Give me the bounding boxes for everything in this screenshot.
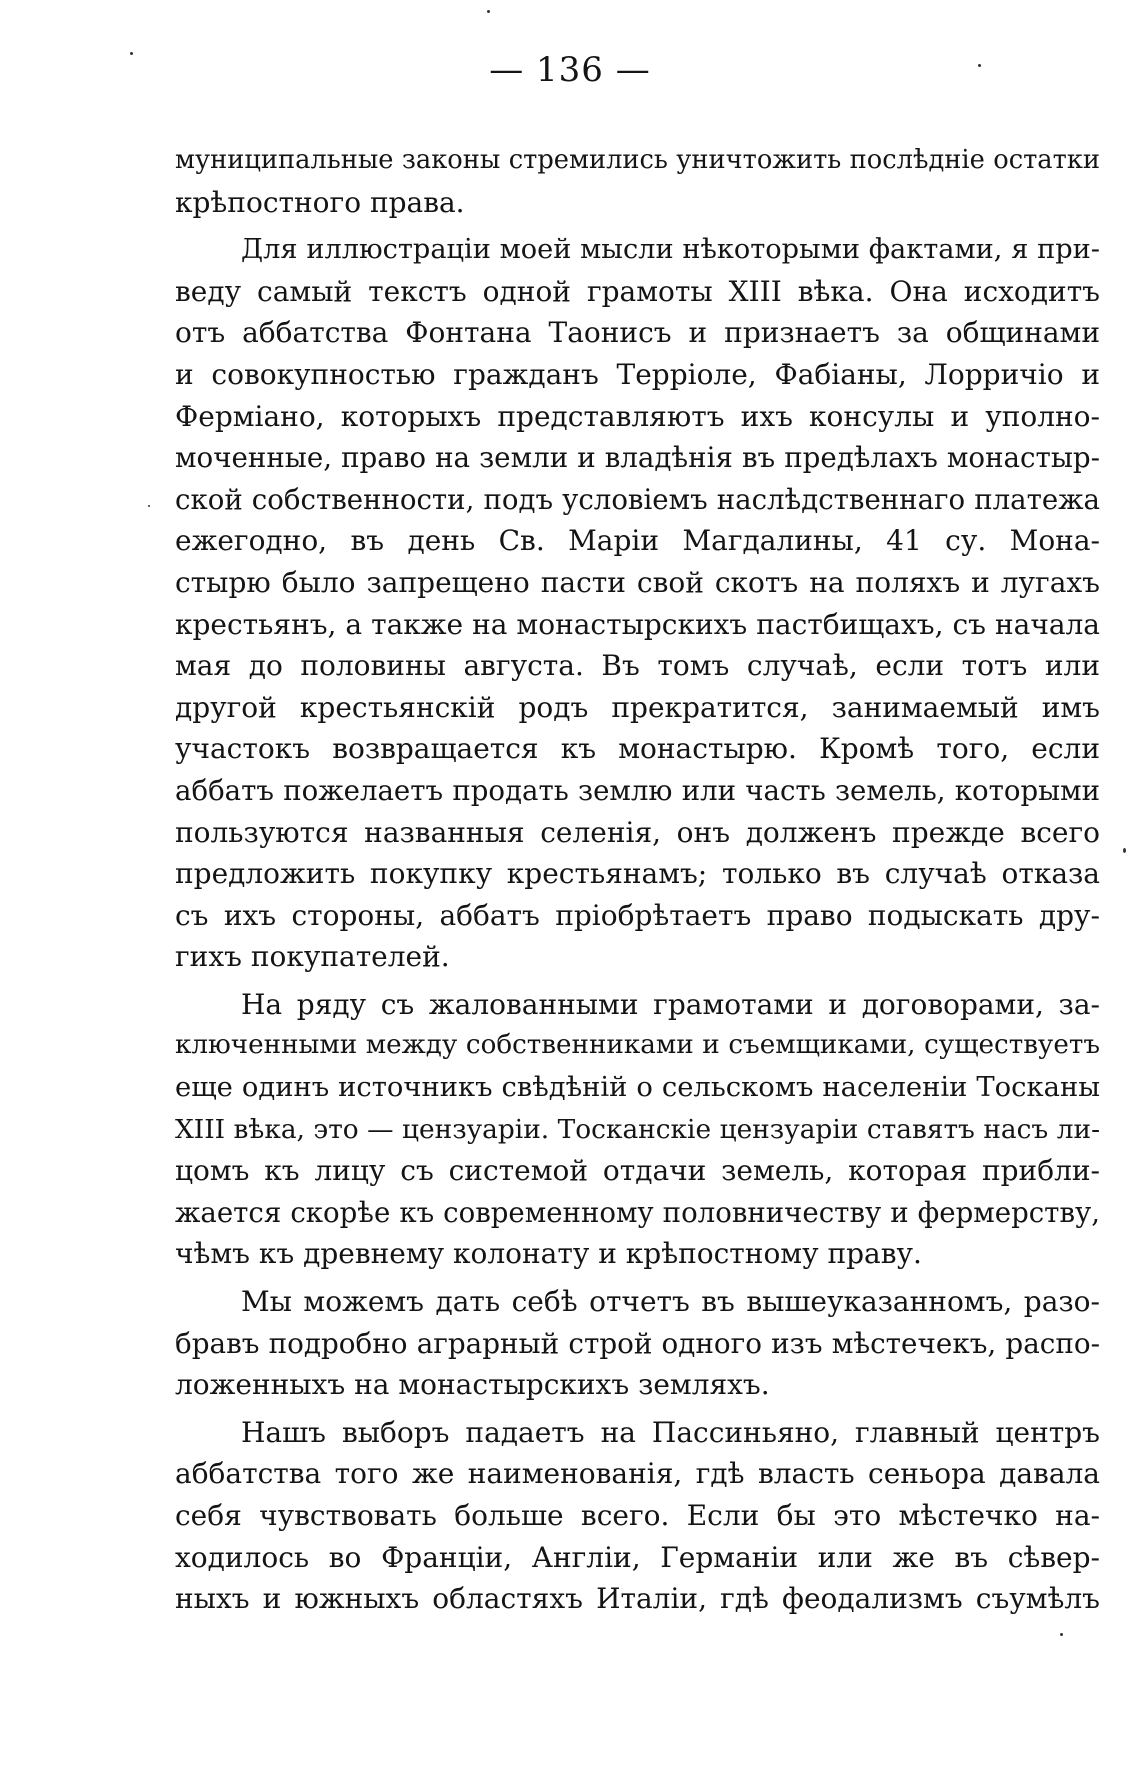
text-line: Мы можемъ дать себѣ отчетъ въ вышеуказанномъ, разо- (241, 1285, 1100, 1319)
text-line: Ферміано, которыхъ представляютъ ихъ консулы и уполно- (175, 399, 1100, 433)
text-line: ныхъ и южныхъ областяхъ Италіи, гдѣ феодализмъ съумѣлъ (175, 1582, 1100, 1616)
page-number: — 136 — (489, 50, 651, 90)
text-line: XIII вѣка, это — цензуаріи. Тосканскіе цензуаріи ставятъ насъ ли- (175, 1113, 1100, 1145)
scan-speck (1060, 1633, 1063, 1636)
text-line: ежегодно, въ день Св. Маріи Магдалины, 41 су. Мона- (175, 524, 1100, 558)
body-text (175, 140, 1100, 1620)
paragraph (175, 984, 1100, 1275)
text-line: ходилось во Франціи, Англіи, Германіи или же въ сѣвер- (175, 1540, 1100, 1574)
text-line: На ряду съ жалованными грамотами и договорами, за- (241, 987, 1100, 1021)
text-line: и совокупностью гражданъ Терріоле, Фабіаны, Лорричіо и (175, 357, 1100, 391)
text-line: Нашъ выборъ падаетъ на Пассиньяно, главный центръ (241, 1415, 1100, 1449)
text-line: моченные, право на земли и владѣнія въ предѣлахъ монастыр- (175, 441, 1100, 475)
text-line: съ ихъ стороны, аббатъ пріобрѣтаетъ право подыскать дру- (175, 898, 1100, 932)
text-line: предложить покупку крестьянамъ; только въ случаѣ отказа (175, 857, 1100, 891)
text-line: ложенныхъ на монастырскихъ земляхъ. (175, 1368, 770, 1402)
text-line: пользуются названныя селенія, онъ долженъ прежде всего (175, 815, 1100, 849)
text-line: чѣмъ къ древнему колонату и крѣпостному праву. (175, 1237, 922, 1271)
text-line: ской собственности, подъ условіемъ наслѣдственнаго платежа (175, 482, 1100, 516)
text-line: еще одинъ источникъ свѣдѣній о сельскомъ населеніи Тосканы (175, 1072, 1100, 1104)
text-line: крѣпостного права. (175, 185, 465, 219)
paragraph (175, 1281, 1100, 1406)
text-line: бравъ подробно аграрный строй одного изъ мѣстечекъ, распо- (175, 1326, 1100, 1360)
scan-speck (130, 52, 133, 55)
text-line: Для иллюстраціи моей мысли нѣкоторыми фактами, я при- (241, 234, 1100, 266)
scan-speck (1123, 848, 1126, 853)
text-line: крестьянъ, а также на монастырскихъ пастбищахъ, съ начала (175, 607, 1100, 641)
paragraph (175, 140, 1100, 223)
text-line: другой крестьянскій родъ прекратится, занимаемый имъ (175, 690, 1100, 724)
text-line: ключенными между собственниками и съемщиками, существуетъ (175, 1030, 1100, 1061)
text-line: себя чувствовать больше всего. Если бы это мѣстечко на- (175, 1499, 1100, 1532)
paragraph (175, 1412, 1100, 1620)
text-line: стырю было запрещено пасти свой скотъ на поляхъ и лугахъ (175, 565, 1100, 599)
text-line: жается скорѣе къ современному половничеству и фермерству, (175, 1195, 1100, 1229)
scan-speck (148, 505, 150, 507)
text-line: муниципальные законы стремились уничтожить послѣдніе остатки (175, 145, 1100, 175)
scan-speck (978, 64, 981, 67)
text-line: участокъ возвращается къ монастырю. Кромѣ того, если (175, 732, 1100, 766)
text-line: гихъ покупателей. (175, 940, 450, 974)
text-line: аббатства того же наименованія, гдѣ власть сеньора давала (175, 1457, 1100, 1491)
text-line: цомъ къ лицу съ системой отдачи земель, которая прибли- (175, 1154, 1100, 1188)
text-line: отъ аббатства Фонтана Таонисъ и признаетъ за общинами (175, 316, 1100, 350)
text-line: аббатъ пожелаетъ продать землю или часть земель, которыми (175, 773, 1100, 807)
scan-speck (487, 10, 490, 13)
text-line: мая до половины августа. Въ томъ случаѣ, если тотъ или (175, 649, 1100, 683)
text-line: веду самый текстъ одной грамоты XIII вѣка. Она исходитъ (175, 274, 1100, 308)
paragraph (175, 229, 1100, 978)
